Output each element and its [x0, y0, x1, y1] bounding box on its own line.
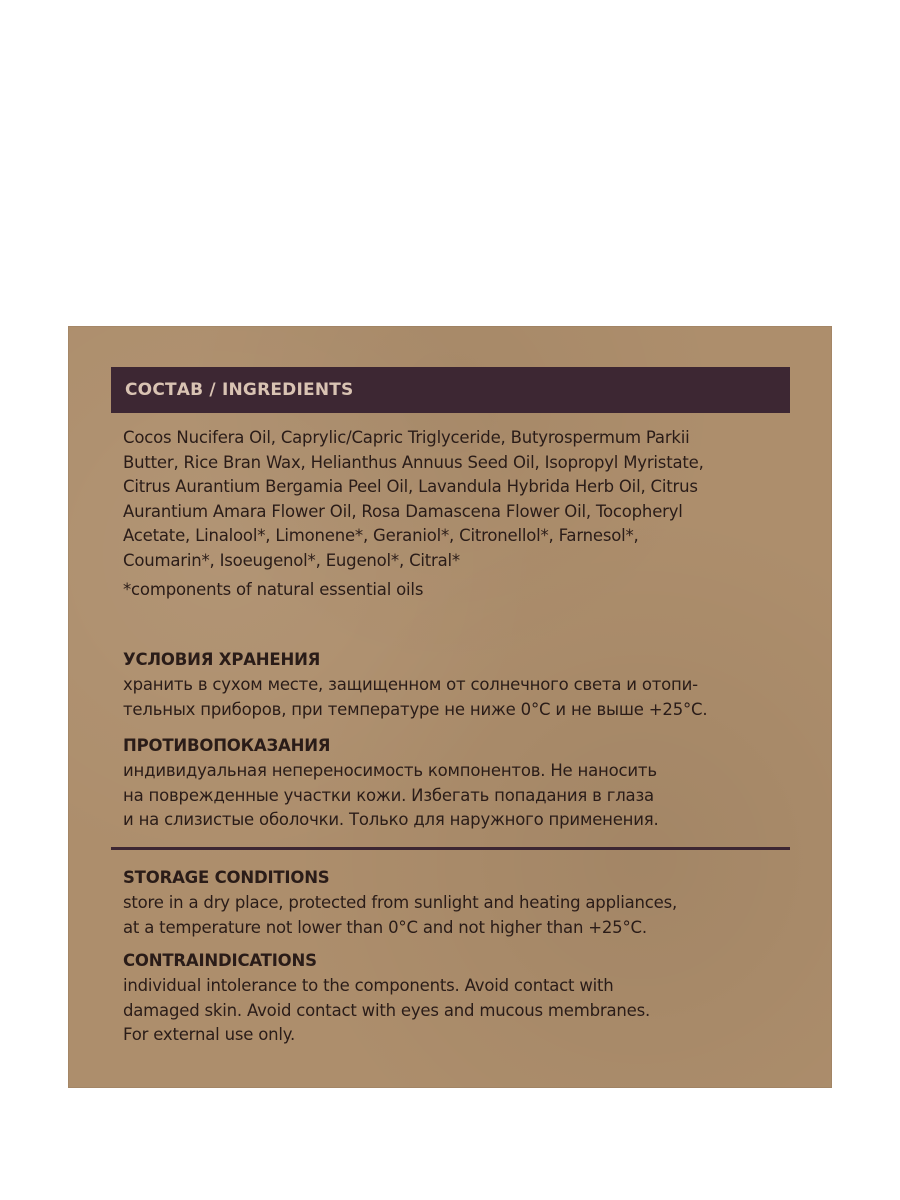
ru-storage-title: УСЛОВИЯ ХРАНЕНИЯ [123, 650, 321, 669]
en-storage-text: store in a dry place, protected from sunlight and heating appliances, at a temperature not lower than 0°C and not higher than +25°C. [123, 893, 678, 937]
ingredients-note: *components of natural essential oils [123, 580, 424, 599]
en-contraindications-text: individual intolerance to the components. Avoid contact with damaged skin. Avoid contact with eyes and mucous membranes. For external use only. [123, 976, 651, 1044]
en-storage-title: STORAGE CONDITIONS [123, 868, 330, 887]
label-panel [68, 326, 832, 1088]
ru-contraindications-text: индивидуальная непереносимость компонентов. Не наносить на поврежденные участки кожи. Избегать попадания в глаза и на слизистые оболочки. Только для наружного применения. [123, 761, 659, 829]
ru-contraindications-title: ПРОТИВОПОКАЗАНИЯ [123, 736, 331, 755]
ingredients-text: Cocos Nucifera Oil, Caprylic/Capric Triglyceride, Butyrospermum Parkii Butter, Rice Bran Wax, Helianthus Annuus Seed Oil, Isopropyl Myristate, Citrus Aurantium Bergamia Peel Oil, Lavandula Hybrida Herb Oil, Citrus Aurantium Amara Flower Oil, Rosa Damascena Flower Oil, Tocopheryl Acetate, Linalool*, Limonene*, Geraniol*, Citronellol*, Farnesol*, Coumarin*, Isoeugenol*, Eugenol*, Citral* [123, 428, 704, 570]
ingredients-header: СОСТАВ / INGREDIENTS [111, 367, 790, 413]
section-divider [111, 847, 790, 850]
en-contraindications-title: CONTRAINDICATIONS [123, 951, 317, 970]
ru-storage-text: хранить в сухом месте, защищенном от солнечного света и отопи- тельных приборов, при температуре не ниже 0°С и не выше +25°С. [123, 675, 708, 719]
